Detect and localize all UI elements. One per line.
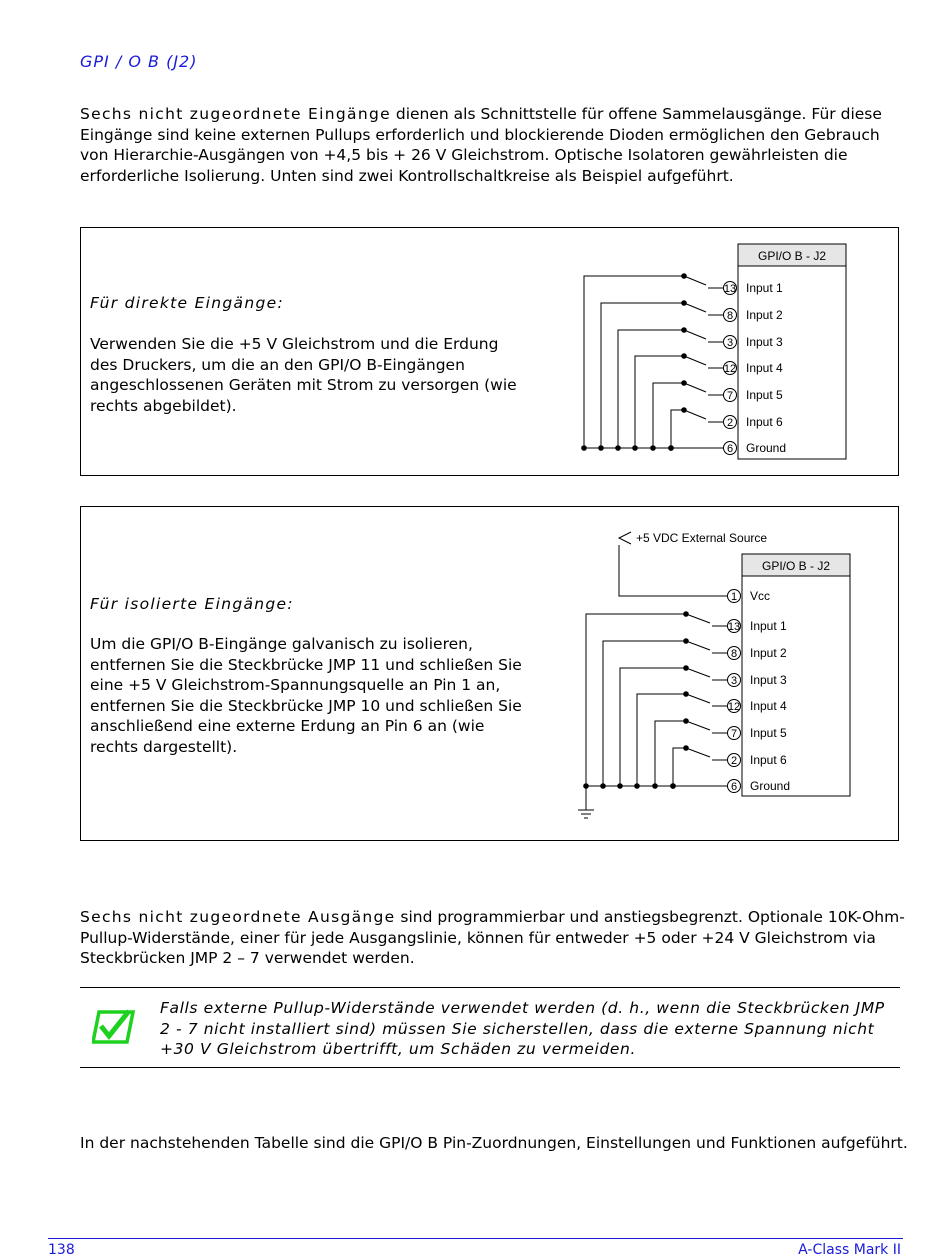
note-bottom-rule [80, 1067, 900, 1068]
bus-wire [653, 383, 684, 448]
pin-number: 2 [726, 417, 734, 429]
switch-blade [684, 276, 706, 285]
connector-title: GPI/O B - J2 [761, 559, 831, 573]
vcc-wire [619, 545, 728, 596]
bus-wire [637, 694, 686, 786]
isolated-inputs-box [80, 506, 899, 841]
bus-wire [603, 641, 686, 786]
pin-number: 2 [730, 755, 738, 767]
switch-blade [686, 721, 710, 730]
pin-number: 7 [726, 390, 734, 402]
pin-label: Input 6 [746, 415, 783, 429]
pin-label: Input 2 [746, 308, 783, 322]
bus-wire [584, 276, 684, 448]
bus-wire [635, 356, 684, 448]
pin-number: 8 [730, 648, 738, 660]
bus-wire [655, 721, 686, 786]
pin-number: 8 [726, 310, 734, 322]
isolated-inputs-title: Für isolierte Eingänge: [90, 595, 294, 613]
pin-number: 7 [730, 728, 738, 740]
pin-label: Input 5 [750, 726, 787, 740]
bus-wire [671, 410, 684, 448]
outputs-paragraph [80, 907, 910, 969]
direct-inputs-title: Für direkte Eingänge: [90, 294, 284, 312]
switch-blade [684, 356, 706, 365]
pin-label: Input 5 [746, 388, 783, 402]
switch-blade [686, 641, 710, 650]
bus-wire [618, 330, 684, 448]
switch-blade [684, 383, 706, 392]
pin-label: Vcc [750, 589, 771, 603]
section-heading: GPI / O B (J2) [80, 52, 198, 71]
note-text: Falls externe Pullup-Widerstände verwendet werden (d. h., wenn die Steckbrücken JMP 2 - 7 nicht installiert sind) müssen Sie sicherstellen, dass die externe Spannung nicht +30 V Gleichstrom übertrifft, um Schäden zu vermeiden. [160, 999, 885, 1058]
switch-blade [684, 410, 706, 419]
outputs-lead: Sechs nicht zugeordnete Ausgänge [80, 908, 396, 926]
bus-wire [586, 614, 686, 786]
intro-rest: dienen als Schnittstelle für offene Sammelausgänge. Für diese Eingänge sind keine externen Pullups erforderlich und blockierende Dioden ermöglichen den Gebrauch von Hierarchie-Ausgängen von +4,5 bis + 26 V Gleichstrom. Optische Isolatoren gewährleisten die erforderliche Isolierung. Unten sind zwei Kontrollschaltkreise als Beispiel aufgeführt. [80, 105, 882, 185]
switch-blade [686, 668, 710, 677]
table-intro-paragraph: In der nachstehenden Tabelle sind die GPI/O B Pin-Zuordnungen, Einstellungen und Funktionen aufgeführt. [80, 1134, 908, 1152]
switch-blade [684, 330, 706, 339]
source-label: +5 VDC External Source [636, 531, 768, 545]
source-arrow [619, 532, 631, 544]
pin-label: Input 4 [750, 699, 787, 713]
bus-wire [620, 668, 686, 786]
switch-blade [684, 303, 706, 312]
direct-inputs-diagram [81, 228, 898, 475]
pin-label: Input 2 [750, 646, 787, 660]
pin-number: 13 [723, 283, 737, 295]
switch-blade [686, 614, 710, 623]
switch-blade [686, 748, 710, 757]
pin-label: Input 1 [750, 619, 787, 633]
page-number: 138 [48, 1242, 75, 1258]
pin-label: Input 4 [746, 361, 783, 375]
pin-number: 12 [723, 363, 737, 375]
connector-title: GPI/O B - J2 [757, 249, 827, 263]
direct-inputs-text: Verwenden Sie die +5 V Gleichstrom und die Erdung des Druckers, um die an den GPI/O B-Eingängen angeschlossenen Geräten mit Strom zu versorgen (wie rechts abgebildet). [90, 335, 517, 415]
pin-label: Input 1 [746, 281, 783, 295]
pin-number: 6 [726, 443, 734, 455]
pin-number: 13 [727, 621, 741, 633]
isolated-inputs-text: Um die GPI/O B-Eingänge galvanisch zu isolieren, entfernen Sie die Steckbrücke JMP 11 und schließen Sie eine +5 V Gleichstrom-Spannungsquelle an Pin 1 an, entfernen Sie die Steckbrücke JMP 10 und schließen Sie anschließend eine externe Erdung an Pin 6 an (wie rechts dargestellt). [90, 635, 522, 756]
pin-number: 1 [730, 591, 738, 603]
intro-lead: Sechs nicht zugeordnete Eingänge [80, 105, 391, 123]
check-icon [92, 1008, 136, 1046]
product-name: A-Class Mark II [798, 1242, 901, 1258]
pin-number: 3 [726, 337, 734, 349]
note-top-rule [80, 987, 900, 988]
pin-number: 3 [730, 675, 738, 687]
pin-label: Input 3 [746, 335, 783, 349]
footer-rule [48, 1238, 903, 1239]
direct-inputs-box [80, 227, 899, 476]
isolated-inputs-diagram [81, 507, 898, 840]
outputs-rest: sind programmierbar und anstiegsbegrenzt. Optionale 10K-Ohm-Pullup-Widerstände, einer für jede Ausgangslinie, können für entweder +5 oder +24 V Gleichstrom via Steckbrücken JMP 2 – 7 verwendet werden. [80, 908, 905, 967]
pin-label: Input 6 [750, 753, 787, 767]
switch-blade [686, 694, 710, 703]
pin-number: 6 [730, 781, 738, 793]
intro-paragraph [80, 104, 910, 186]
junction-dot [668, 445, 674, 451]
bus-wire [601, 303, 684, 448]
junction-dot [670, 783, 676, 789]
pin-label: Ground [750, 779, 791, 793]
pin-number: 12 [727, 701, 741, 713]
pin-label: Input 3 [750, 673, 787, 687]
bus-wire [673, 748, 686, 786]
pin-label: Ground [746, 441, 787, 455]
